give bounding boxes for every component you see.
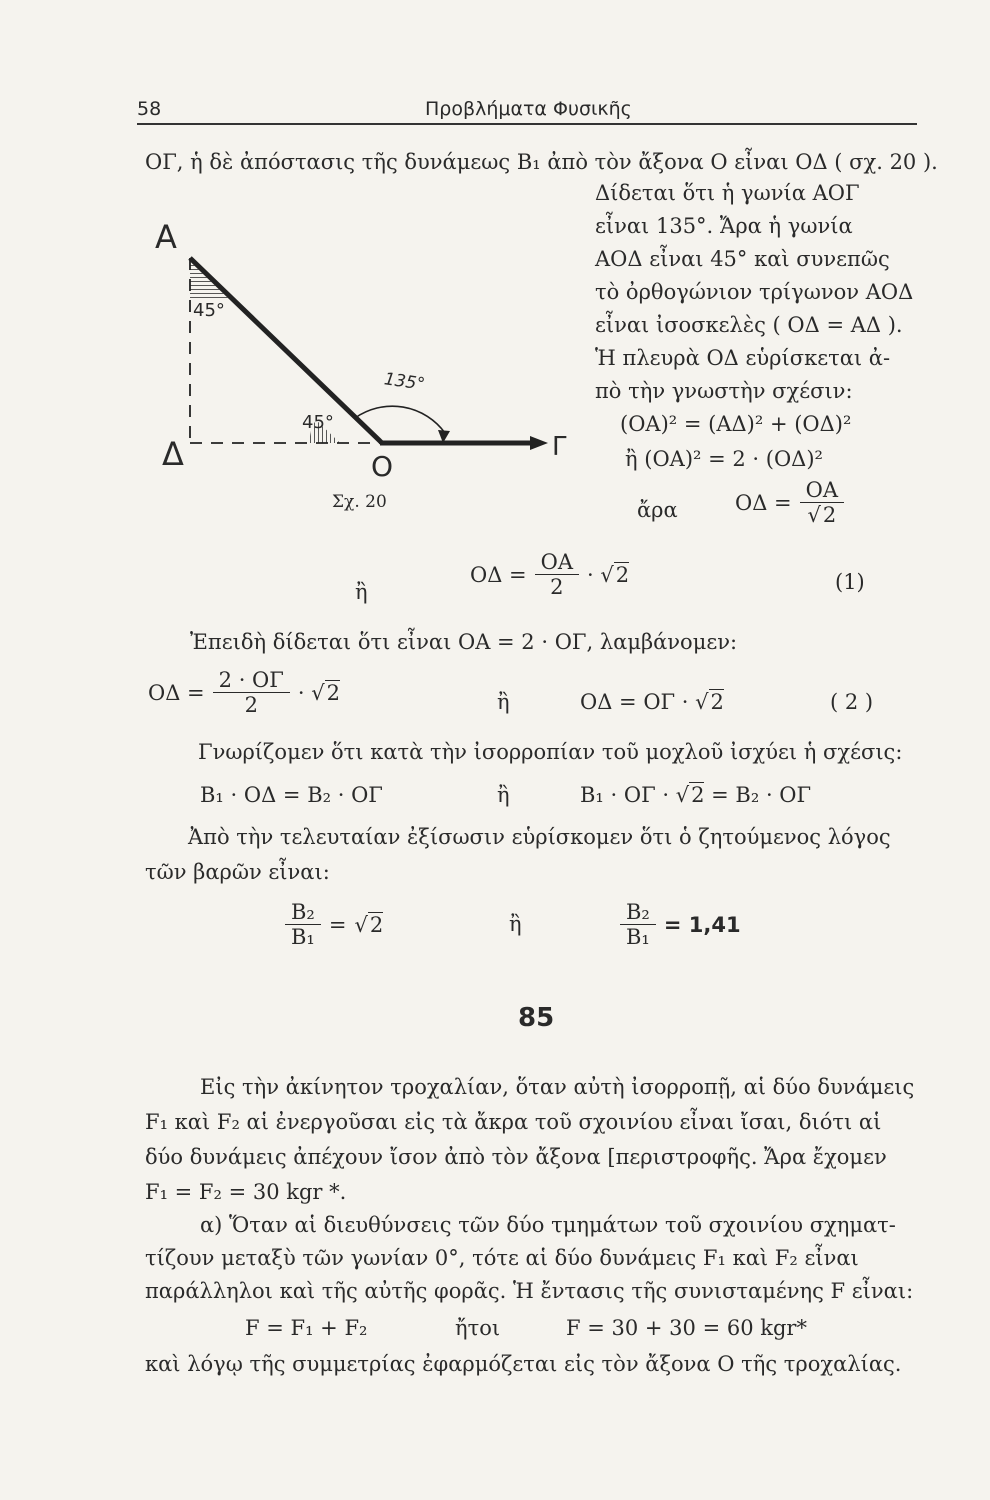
equation: F = F₁ + F₂ (245, 1316, 368, 1340)
label-Delta: Δ (162, 435, 184, 473)
word-htoi: ἤτοι (455, 1316, 501, 1340)
equation: Β₁ · ΟΓ · √2 = Β₂ · ΟΓ (580, 783, 812, 807)
figure-lever-diagram (150, 225, 570, 525)
text-line: Ἡ πλευρὰ ΟΔ εὑρίσκεται ἀ- (595, 346, 891, 370)
fraction (535, 550, 579, 600)
fraction (213, 668, 290, 718)
label-A: Α (155, 218, 177, 256)
equation-part: ΟΔ = (735, 491, 792, 516)
equation-tag: ( 2 ) (830, 690, 874, 714)
arrow-head-icon (530, 436, 548, 450)
fraction (800, 478, 844, 528)
text-line: τῶν βαρῶν εἶναι: (145, 860, 330, 884)
equation-tag: (1) (835, 570, 865, 594)
numerator: ΟΑ (800, 478, 844, 503)
text-line: παράλληλοι καὶ τῆς αὐτῆς φορᾶς. Ἡ ἔντασις τῆς συνισταμένης F εἶναι: (145, 1279, 914, 1303)
text-line: τὸ ὀρθογώνιον τρίγωνον ΑΟΔ (595, 280, 914, 304)
numerator: 2 · ΟΓ (213, 668, 290, 693)
equation-ratio-sqrt (285, 900, 383, 950)
word-ara: ἄρα (637, 498, 678, 522)
angle-label-45-top: 45° (193, 300, 225, 321)
fraction (620, 900, 656, 950)
sqrt-arg: 2 (615, 563, 630, 588)
equation-part: = 1,41 (663, 913, 741, 938)
text-line: Ἐπειδὴ δίδεται ὅτι εἶναι ΟΑ = 2 · ΟΓ, λαμβάνομεν: (190, 630, 738, 654)
label-O: Ο (371, 450, 394, 483)
text-line: ΑΟΔ εἶναι 45° καὶ συνεπῶς (595, 247, 890, 271)
equation-2a (148, 668, 340, 718)
denominator: Β₁ (291, 925, 315, 950)
text-line: δύο δυνάμεις ἀπέχουν ἴσον ἀπὸ τὸν ἄξονα [περιστροφῆς. Ἄρα ἔχομεν (145, 1145, 887, 1169)
equation-part: · √2 (587, 563, 630, 588)
text-line: Γνωρίζομεν ὅτι κατὰ τὴν ἰσορροπίαν τοῦ μοχλοῦ ἰσχύει ἡ σχέσις: (198, 740, 903, 764)
page-number: 58 (137, 98, 162, 120)
text-line: Ἀπὸ τὴν τελευταίαν ἐξίσωσιν εὑρίσκομεν ὅτι ὁ ζητούμενος λόγος (188, 825, 891, 849)
lever-arm-OA (190, 258, 382, 443)
equation-part: ΟΔ = (148, 681, 205, 706)
equation: F = 30 + 30 = 60 kgr* (566, 1316, 807, 1340)
equation-part: ΟΔ = (470, 563, 527, 588)
word-eta: ἢ (497, 690, 510, 714)
text-line: εἶναι ἰσοσκελὲς ( ΟΔ = ΑΔ ). (595, 313, 903, 337)
equation-part: ΟΔ = ΟΓ · (580, 690, 689, 714)
sqrt-arg: 2 (822, 503, 837, 528)
fraction (285, 900, 321, 950)
sqrt-arg: 2 (326, 681, 340, 706)
word-eta: ἢ (509, 912, 522, 936)
text-line: εἶναι 135°. Ἄρα ἡ γωνία (595, 214, 853, 238)
word-eta: ἢ (497, 783, 510, 807)
equation-part: = (328, 913, 347, 938)
text-line: πὸ τὴν γνωστὴν σχέσιν: (595, 379, 853, 403)
denominator: √2 (807, 503, 837, 528)
angle-label-135: 135° (382, 369, 427, 395)
numerator: Β₂ (285, 900, 321, 925)
text-line: τίζουν μεταξὺ τῶν γωνίαν 0°, τότε αἱ δύο δυνάμεις F₁ καὶ F₂ εἶναι (145, 1246, 859, 1270)
equation: (ΟΑ)² = (ΑΔ)² + (ΟΔ)² (620, 412, 852, 436)
text-line: Δίδεται ὅτι ἡ γωνία ΑΟΓ (595, 181, 860, 205)
section-number: 85 (518, 1003, 555, 1033)
equation-part: = Β₂ · ΟΓ (711, 783, 812, 807)
equation-part: √2 (354, 913, 384, 938)
text-line: ΟΓ, ἡ δὲ ἀπόστασις τῆς δυνάμεως Β₁ ἀπὸ τὸν ἄξονα Ο εἶναι ΟΔ ( σχ. 20 ). (145, 150, 938, 174)
text-line: Εἰς τὴν ἀκίνητον τροχαλίαν, ὅταν αὐτὴ ἰσορροπῇ, αἱ δύο δυνάμεις (200, 1075, 915, 1099)
equation-ratio-value (620, 900, 741, 950)
equation-od (735, 478, 844, 528)
denominator: Β₁ (626, 925, 650, 950)
text-line: α) Ὅταν αἱ διευθύνσεις τῶν δύο τμημάτων τοῦ σχοινίου σχηματ- (200, 1213, 896, 1237)
equation-part: · √2 (297, 681, 340, 706)
word-eta: ἢ (355, 580, 368, 604)
figure-caption: Σχ. 20 (332, 492, 387, 512)
sqrt-arg: 2 (691, 783, 705, 807)
sqrt-arg: 2 (710, 690, 724, 714)
running-title: Προβλήματα Φυσικῆς (425, 98, 632, 120)
denominator: 2 (244, 693, 258, 718)
denominator: 2 (550, 575, 564, 600)
equation: Β₁ · ΟΔ = Β₂ · ΟΓ (200, 783, 383, 807)
text-line: καὶ λόγῳ τῆς συμμετρίας ἐφαρμόζεται εἰς τὸν ἄξονα Ο τῆς τροχαλίας. (145, 1352, 902, 1376)
text-line: F₁ καὶ F₂ αἱ ἐνεργοῦσαι εἰς τὰ ἄκρα τοῦ σχοινίου εἶναι ἴσαι, διότι αἱ (145, 1110, 882, 1134)
sqrt-arg: 2 (369, 913, 384, 938)
angle-label-45-bottom: 45° (302, 412, 334, 433)
equation-1 (470, 550, 629, 600)
label-Gamma: Γ (552, 432, 567, 462)
equation-2b: ΟΔ = ΟΓ · √2 (580, 690, 724, 714)
numerator: ΟΑ (535, 550, 579, 575)
numerator: Β₂ (620, 900, 656, 925)
equation: ἢ (ΟΑ)² = 2 · (ΟΔ)² (625, 447, 823, 471)
equation-part: Β₁ · ΟΓ · (580, 783, 670, 807)
header-rule (137, 123, 917, 125)
text-line: F₁ = F₂ = 30 kgr *. (145, 1180, 347, 1204)
